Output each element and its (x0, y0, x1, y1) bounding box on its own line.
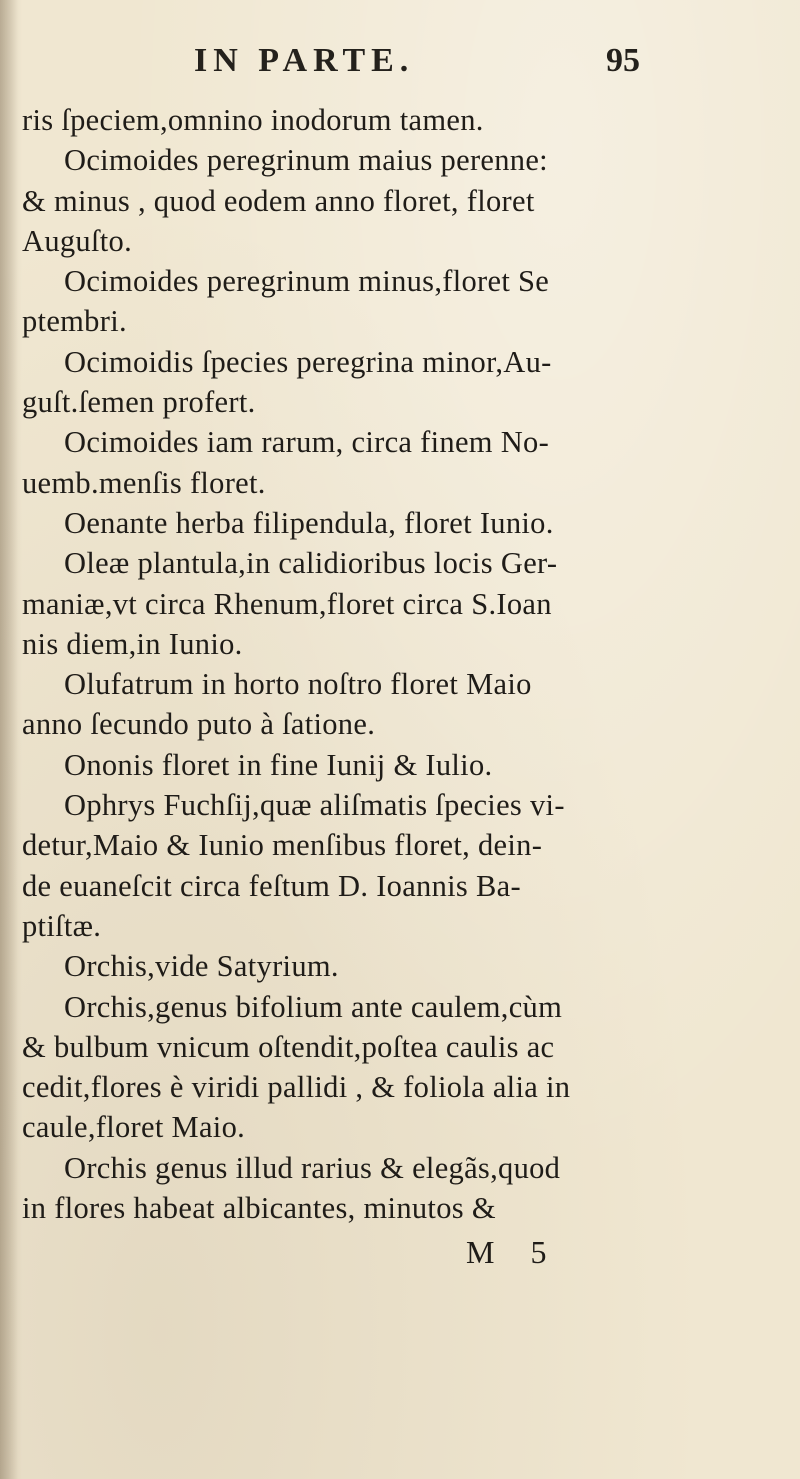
text-line: Olufatrum in horto noſtro floret Maio (64, 667, 532, 702)
body-text (22, 100, 682, 1228)
text-line: & bulbum vnicum oſtendit,poſtea caulis ac (22, 1029, 555, 1064)
text-line: Oenante herba filipendula, floret Iunio. (64, 505, 554, 540)
text-line: nis diem,in Iunio. (22, 626, 243, 661)
text-line: Ononis floret in fine Iunij & Iulio. (64, 747, 493, 782)
text-line: & minus , quod eodem anno floret, floret (22, 183, 535, 218)
text-line: Ocimoides iam rarum, circa finem No- (64, 425, 550, 460)
text-line: Orchis genus illud rarius & elegãs,quod (64, 1150, 561, 1185)
text-line: Ocimoides peregrinum maius perenne: (64, 143, 548, 178)
text-line: maniæ,vt circa Rhenum,floret circa S.Ioan (22, 586, 552, 621)
page-number: 95 (606, 42, 640, 79)
text-line: detur,Maio & Iunio menſibus floret, dein- (22, 828, 543, 863)
text-line: anno ſecundo puto à ſatione. (22, 707, 376, 742)
text-line: Ocimoidis ſpecies peregrina minor,Au- (64, 344, 552, 379)
text-line: ris ſpeciem,omnino inodorum tamen. (22, 103, 484, 137)
text-line: in flores habeat albicantes, minutos & (22, 1191, 496, 1226)
text-line: caule,floret Maio. (22, 1110, 246, 1145)
signature-mark: M 5 (466, 1234, 561, 1270)
text-line: cedit,flores è viridi pallidi , & foliola alia in (22, 1070, 571, 1105)
text-line: Orchis,vide Satyrium. (64, 949, 339, 984)
running-head: IN PARTE. (194, 42, 415, 79)
page-header (0, 42, 800, 92)
text-line: de euaneſcit circa feſtum D. Ioannis Ba- (22, 868, 521, 903)
text-line: Orchis,genus bifolium ante caulem,cùm (64, 989, 563, 1024)
text-line: Ocimoides peregrinum minus,floret Se (64, 264, 550, 299)
text-line: ptembri. (22, 304, 127, 339)
text-line: uemb.menſis floret. (22, 465, 266, 500)
text-line: Auguſto. (22, 223, 132, 258)
text-line: guſt.ſemen profert. (22, 385, 256, 420)
text-line: Ophrys Fuchſij,quæ aliſmatis ſpecies vi- (64, 788, 565, 823)
text-line: Oleæ plantula,in calidioribus locis Ger- (64, 546, 558, 581)
spine-shadow (0, 0, 18, 1479)
text-line: ptiſtæ. (22, 908, 102, 943)
